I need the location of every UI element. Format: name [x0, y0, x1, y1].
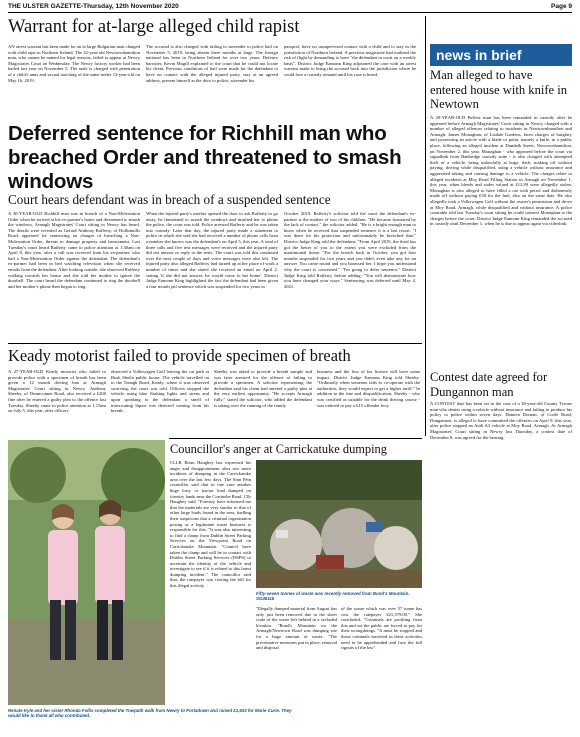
walkers-photo [8, 440, 165, 705]
keady-col-3: Sheehy was asked to provide a breath sample and was later arrested for the offence of failing to provide a specimen. A solicitor representing the defendant said his client had entered a guilty plea at the very earliest opportunity. "He accepts Armagh fully," stated the solicitor, who added the defendant is taking over the running of the family [214, 369, 312, 408]
brief-2-headline: Contest date agreed for Dungannon man [430, 370, 548, 399]
keady-headline: Keady motorist failed to provide specimen of breath [8, 346, 351, 365]
deferred-col-3: October 2019. Rafferty's solicitor told the court the defendant's ex-partner is the mother of two of his children. "He became frustrated by the lack of contact," the solicitor added. "He is a bright enough man to know when he received that suspended sentence it is a last resort. "I was there for his protection and unfortunately he breached that." District Judge King told the defendant: "From April 2019, the third has got the better of you to the extent you were excluded from the matrimonial home. "For the breach back in October, you got four months suspended for two years and you didn't even take any for an answer. You came round and you harassed her. I hope you understand why the court is concerned." "I'm going to defer sentence," District Judge King told Rafferty, before adding: "You will demonstrate how you have changed your ways." Sentencing was deferred until May 4, 2021. [284, 211, 416, 289]
keady-col-4: business and the loss of his licence will have some impact. District Judge Eamonn King told Sheehy: "Ordinarily when someone fails to co-operate with the authorities, they would expect to get a higher tariff." In addition to the fine and disqualification, Sheehy - who was certified as suitable for the drink driving course - was ordered to pay a £15 offender levy. [317, 369, 420, 408]
deferred-col-2: When the injured party's mother opened the door to ask Rafferty to go away, he threatened to smash the windows and insulted her to phone the police, the court was told. Police arrested Rafferty and he was taken into custody. Later that day, the injured party made a statement to police in which she said she had received a number of phone calls from a number she knows was the defendant's on April 5, this year. A total of three calls and five text messages were received and the injured party did not answer or reply to the texts. The court was told this continued over the next couple of days and voice messages were also left. The injured party also alleged Rafferty had turned up at her place of work a number of times and she stated she received an email on April 2, stating 'if she did not answer, he would come to her home'. District Judge Eamonn King highlighted the fact the defendant had been given a four month jail sentence which was suspended for two years in [146, 211, 278, 289]
brief-1-headline: Man alleged to have entered house with knife in Newtown [430, 68, 568, 111]
keady-col-2: observed a Volkswagen Golf leaving the car park at Bush Sheila public house. The vehicle travelled on to the Tonagh Road, Keady, where it was observed swerving, the court was told. Officers stopped the vehicle using blue flashing lights and sirens and upon speaking to the defendant a smell of intoxicating liquor was detected coming from his breath. [111, 369, 209, 414]
deferred-col-1: A 30-YEAR-OLD Richhill man was in breach of a Non-Molestation Order when he arrived at his ex-partner's home and threatened to smash the windows, Armagh Magistrates' Court sitting in Newry has heard. The details were revealed as Gerard Anthony Rafferty, of Hollinmills Road, appeared for sentencing on charges of breaching a Non-Molestation Order, threats to damage property and harassment. Last Tuesday's court heard Rafferty came to police attention at 1.30am on April 8, this year, after a call was received from his ex-partner, who had a Non-Molestation Order against the defendant. The defendant's ex-partner had been in bed watching television when she received emails from the defendant. After looking outside, she observed Rafferty walking towards her house and she told her mother to ignore the doorbell. The court heard the defendant continued to ring the doorbell and her mother's phone then began to ring. [8, 211, 140, 289]
keady-col-1: A 27-YEAR-OLD Keady motorist who failed to provide police with a specimen of breath has been given a 12 month driving ban at Armagh Magistrates' Court sitting in Newry. Anthony Sheehy, of Drumconnet Road, also received a £200 fine after he entered a guilty plea to the offence last Tuesday. Sheehy came to police attention at 1.15am on July 5, this year, after officers [8, 369, 106, 414]
councillor-headline: Councillor's anger at Carrickatuke dumping [170, 442, 387, 456]
news-in-brief-label: news in brief [436, 47, 522, 63]
brief-1-body: A 30-YEAR-OLD Belfast man has been remanded in custody after he appeared before Armagh Magistrates' Court sitting in Newry charged with a number of alleged offences relating to incidents in Newtownhamilton and Armagh. James Monaghan, of Lisdale Gardens, faces charges of burglary and possessing an article with a blade or point, namely a knife, in a public place, following an alleged incident at Dundalk Street, Newtownhamilton, on November 2, this year. Monaghan - who appeared before the court via signallink from Banbridge custody suite - is also charged with attempted theft of a vehicle, being unlawfully at large, theft, making off without paying, driving while disqualified, using a vehicle without insurance and aggravated taking and causing damage to a vehicle. The charges relate to alleged incidents at Moy Road Filling Station in Armagh on November 1, this year, when bleeds and stales valued at £12.99 were allegedly stolen. Monaghan is also alleged to have filled a car with petrol and dishonestly made off without paying £58 for the fuel, also on the same date. He also allegedly took a Volkswagen Golf without the owner's permission and drove at Moy Road, Armagh, while disqualified and without insurance. A police constable told last Tuesday's court sitting he could connect Monaghan to the charges before the court. District Judge Eamonn King remanded the accused in custody until December 1, when he is due to appear again via videolink. [430, 115, 572, 227]
brief-2-body: A CONTEST date has been set in the case of a 36-year-old County Tyrone man who denies using a vehicle without insurance and failing to produce his policy to police within seven days. Damien Dornan, of Coole Road, Dungannon, is alleged to have committed the offences on April 9, this year, after police stopped an Audi A3 vehicle at Moy Road, Armagh. At Armagh Magistrates' Court sitting in Newry last Thursday, a contest date of December 8, was agreed for the hearing. [430, 401, 572, 440]
deferred-headline: Deferred sentence for Richhill man who breached Order and threatened to smash windows [8, 122, 402, 193]
deferred-subhead: Court hears defendant was in breach of a suspended sentence [8, 192, 331, 207]
councillor-col-2: "Illegally dumped material from August has only just been removed due to the sheer scale of the waste left behind in a secluded location. "Bond's Mountain on the Armagh/Newtown Road was dumping site for a huge amount of waste. "The preventative measures put in place, removal and disposal [256, 606, 337, 651]
keady-top-rule [8, 343, 422, 344]
walkers-photo-caption: Renate Kyle and her sister Rhonda Follis completed the Towpath walk from Newry to Portadown and raised £1,633 for Marie Curie. They would like to thank all who contributed. [8, 708, 292, 719]
councillor-top-rule [169, 438, 422, 439]
dumping-photo-image [256, 460, 422, 588]
sidebar-divider [425, 16, 426, 436]
dumping-photo-caption: Fifty-seven tonnes of waste was recently removed from Bond's Mountain. SG46115 [256, 591, 410, 602]
page-number: Page 9 [551, 3, 572, 10]
warrant-col-3: passport, have no unsupervised contact with a child and to stay in the jurisdiction of Northern Ireland. A previous magistrate had outlined the risk of flight by demanding to have "the defendant in court on a weekly basis". District Judge Eamonn King adjourned the case with an arrest warrant made to bring the accused back into the jurisdiction where he could face a custody remand until his case is heard. [284, 44, 416, 77]
publication-date: THE ULSTER GAZETTE-Thursday, 12th November 2020 [8, 3, 179, 10]
councillor-col-3: of the waste which was over 57 tonne has cost the ratepayer £21,379.00." She concluded, "Criminals are profiting from this and we the public are forced to pay for their wrongdoings. "It must be stopped and those criminals involved in these activities need to be apprehended and face the full rigours of the law". [341, 606, 422, 651]
councillor-col-1: CLLR Brian Haughey has expressed his anger and disappointment after two more incidents of dumping in the Carrickatuke area over the last few days. The Sinn Féin councillor said that in one case another huge lorry or tractor load dumped on forestry lands near the Corrinshe Road. Cllr Haughey said, "Forestry have informed me that the materials are very similar to that of other large loads found in the area, fuelling their suspicions that a criminal organisation posing as a legitimate waste business is responsible for this. "It was also interesting to find a clamp from Dublin Street Parking Services on the Viewpoint Road on Carrickatuke Mountain. "Council have taken the clamp and will be in contact with Dublin Street Parking Services (DSPS) to ascertain the identity of the vehicle and investigate to see if it is related to this latest dumping incident." The councillor said that, the ratepayer was footing the bill for this illegal activity. [170, 460, 251, 589]
warrant-col-2: The accused is also charged with failing to surrender to police bail on November 5, 2019, being absent three months at large. The foreign national has been in Northern Ireland for over two years. Defence barrister, Kevin Magill explained to the court that he could not locate his client. Previous conditions of bail were made for the defendant to have no contact with the alleged injured party, stay at an agreed address, present himself at the door to police, surrender his [146, 44, 278, 83]
page-header [8, 0, 572, 13]
news-in-brief-banner [430, 44, 572, 66]
dumping-photo [256, 460, 422, 588]
warrant-headline: Warrant for at-large alleged child rapist [8, 17, 300, 37]
warrant-col-1: AN arrest warrant has been made for an at large Bulgarian man charged with child rape in Northern Ireland. The 32-year-old Newtownhamilton man, who cannot be named for legal reasons, failed to appear at Newry Magistrates Court on Wednesday. The Newry factory worker had been bailed last year on November 5. The male is charged with penetration of a child's anus and sexual touching of the same under 13-year-old on May 16, 2019. [8, 44, 140, 83]
walkers-photo-image [8, 440, 165, 705]
